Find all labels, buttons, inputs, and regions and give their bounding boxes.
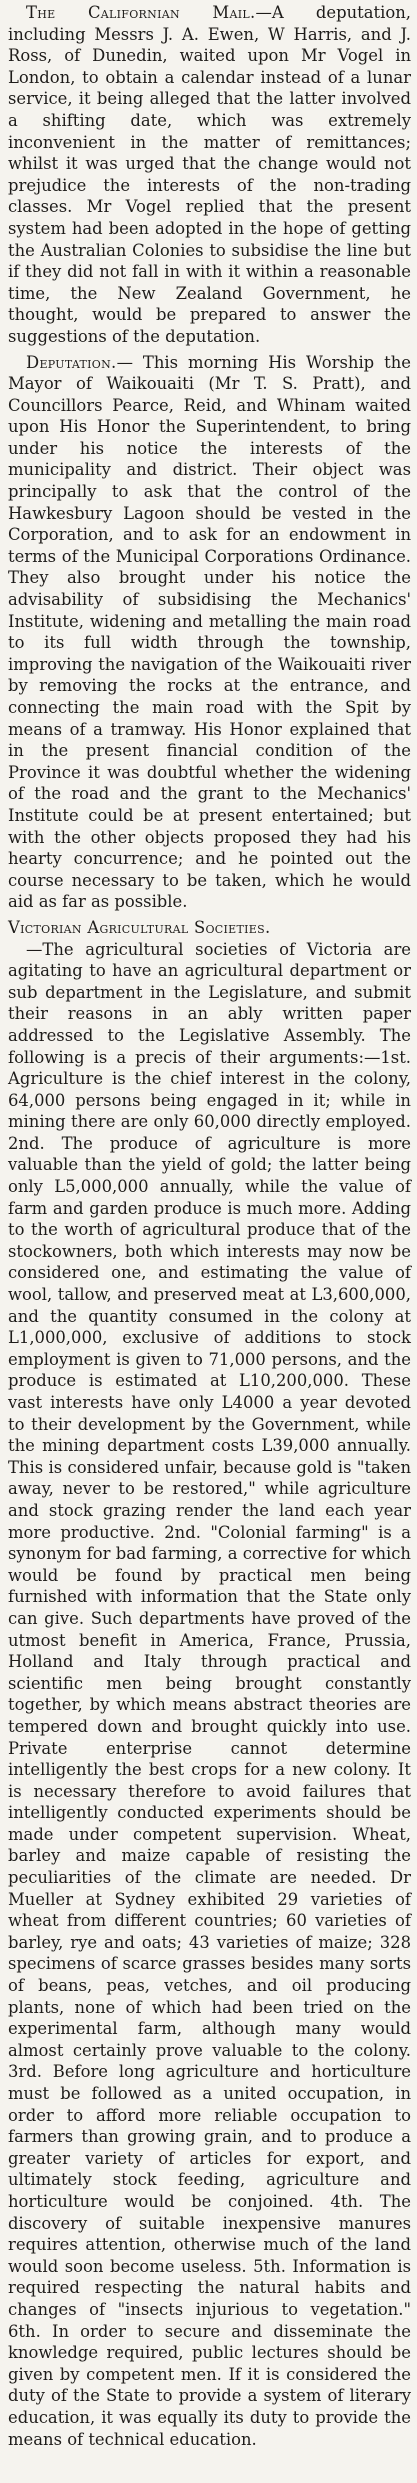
article-paragraph [8, 2, 411, 348]
article-body: —A deputation, including Messrs J. A. Ewen, W Harris, and J. Ross, of Dunedin, waited upon Mr Vogel in London, to obtain a calendar instead of a lunar service, it being alleged that the latter involved a shifting date, which was extremely inconvenient in the matter of remittances; whilst it was urged that the change would not prejudice the interests of the non-trading classes. Mr Vogel replied that the present system had been adopted in the hope of getting the Australian Colonies to subsidise the line but if they did not fall in with it within a reasonable time, the New Zealand Government, he thought, would be prepared to answer the suggestions of the deputation. [8, 3, 411, 346]
article-paragraph [8, 939, 411, 2451]
article-heading: Deputation. [26, 352, 117, 372]
article-body: — This morning His Worship the Mayor of Waikouaiti (Mr T. S. Pratt), and Councillors Pearce, Reid, and Whinam waited upon His Honor the Superintendent, to bring under his notice the interests of the municipality and district. Their object was principally to ask that the control of the Hawkesbury Lagoon should be vested in the Corporation, and to ask for an endowment in terms of the Municipal Corporations Ordinance. They also brought under his notice the advisability of subsidising the Mechanics' Institute, widening and metalling the main road to its full width through the township, improving the navigation of the Waikouaiti river by removing the rocks at the entrance, and connecting the main road with the Spit by means of a tramway. His Honor explained that in the present financial condition of the Province it was doubtful whether the widening of the road and the grant to the Mechanics' Institute could be at present entertained; but with the other objects proposed they had his hearty concurrence; and he pointed out the course necessary to be taken, which he would aid as far as possible. [8, 352, 411, 912]
article-heading: Victorian Agricultural Societies. [8, 917, 271, 937]
article-heading-line [8, 917, 411, 939]
article-body: —The agricultural societies of Victoria are agitating to have an agricultural department or sub department in the Legislature, and submit their reasons in an ably written paper addressed to the Legislative Assembly. The following is a precis of their arguments:—1st. Agriculture is the chief interest in the colony, 64,000 persons being engaged in it; while in mining there are only 60,000 directly employed. 2nd. The produce of agriculture is more valuable than the yield of gold; the latter being only L5,000,000 annually, while the value of farm and garden produce is much more. Adding to the worth of agricultural produce that of the stockowners, both which interests may now be considered one, and estimating the value of wool, tallow, and preserved meat at L3,600,000, and the quantity consumed in the colony at L1,000,000, exclusive of additions to stock employment is given to 71,000 persons, and the produce is estimated at L10,200,000. These vast interests have only L4000 a year devoted to their development by the Government, while the mining department costs L39,000 annually. This is considered unfair, because gold is "taken away, never to be restored," while agriculture and stock grazing render the land each year more productive. 2nd. "Colonial farming" is a synonym for bad farming, a corrective for which would be found by practical men being furnished with information that the State only can give. Such departments have proved of the utmost benefit in America, France, Prussia, Holland and Italy through practical and scientific men being brought constantly together, by which means abstract theories are tempered down and brought quickly into use. Private enterprise cannot determine intelligently the best crops for a new colony. It is necessary therefore to avoid failures that intelligently conducted experiments should be made under competent supervision. Wheat, barley and maize capable of resisting the peculiarities of the climate are needed. Dr Mueller at Sydney exhibited 29 varieties of wheat from different countries; 60 varieties of barley, rye and oats; 43 varieties of maize; 328 specimens of scarce grasses besides many sorts of beans, peas, vetches, and oil producing plants, none of which had been tried on the experimental farm, although many would almost certainly prove valuable to the colony. 3rd. Before long agriculture and horticulture must be followed as a united occupation, in order to afford more reliable occupation to farmers than growing grain, and to produce a greater variety of articles for export, and ultimately stock feeding, agriculture and horticulture would be conjoined. 4th. The discovery of suitable inexpensive manures requires attention, otherwise much of the land would soon become useless. 5th. Information is required respecting the natural habits and changes of "insects injurious to vegetation." 6th. In order to secure and disseminate the knowledge required, public lectures should be given by competent men. If it is considered the duty of the State to provide a system of literary education, it was equally its duty to provide the means of technical education. [8, 939, 411, 2449]
article-paragraph [8, 352, 411, 913]
article-victorian-agricultural-societies [8, 917, 411, 2450]
article-californian-mail [8, 2, 411, 348]
article-deputation [8, 352, 411, 913]
article-heading: The Californian Mail. [26, 3, 256, 22]
